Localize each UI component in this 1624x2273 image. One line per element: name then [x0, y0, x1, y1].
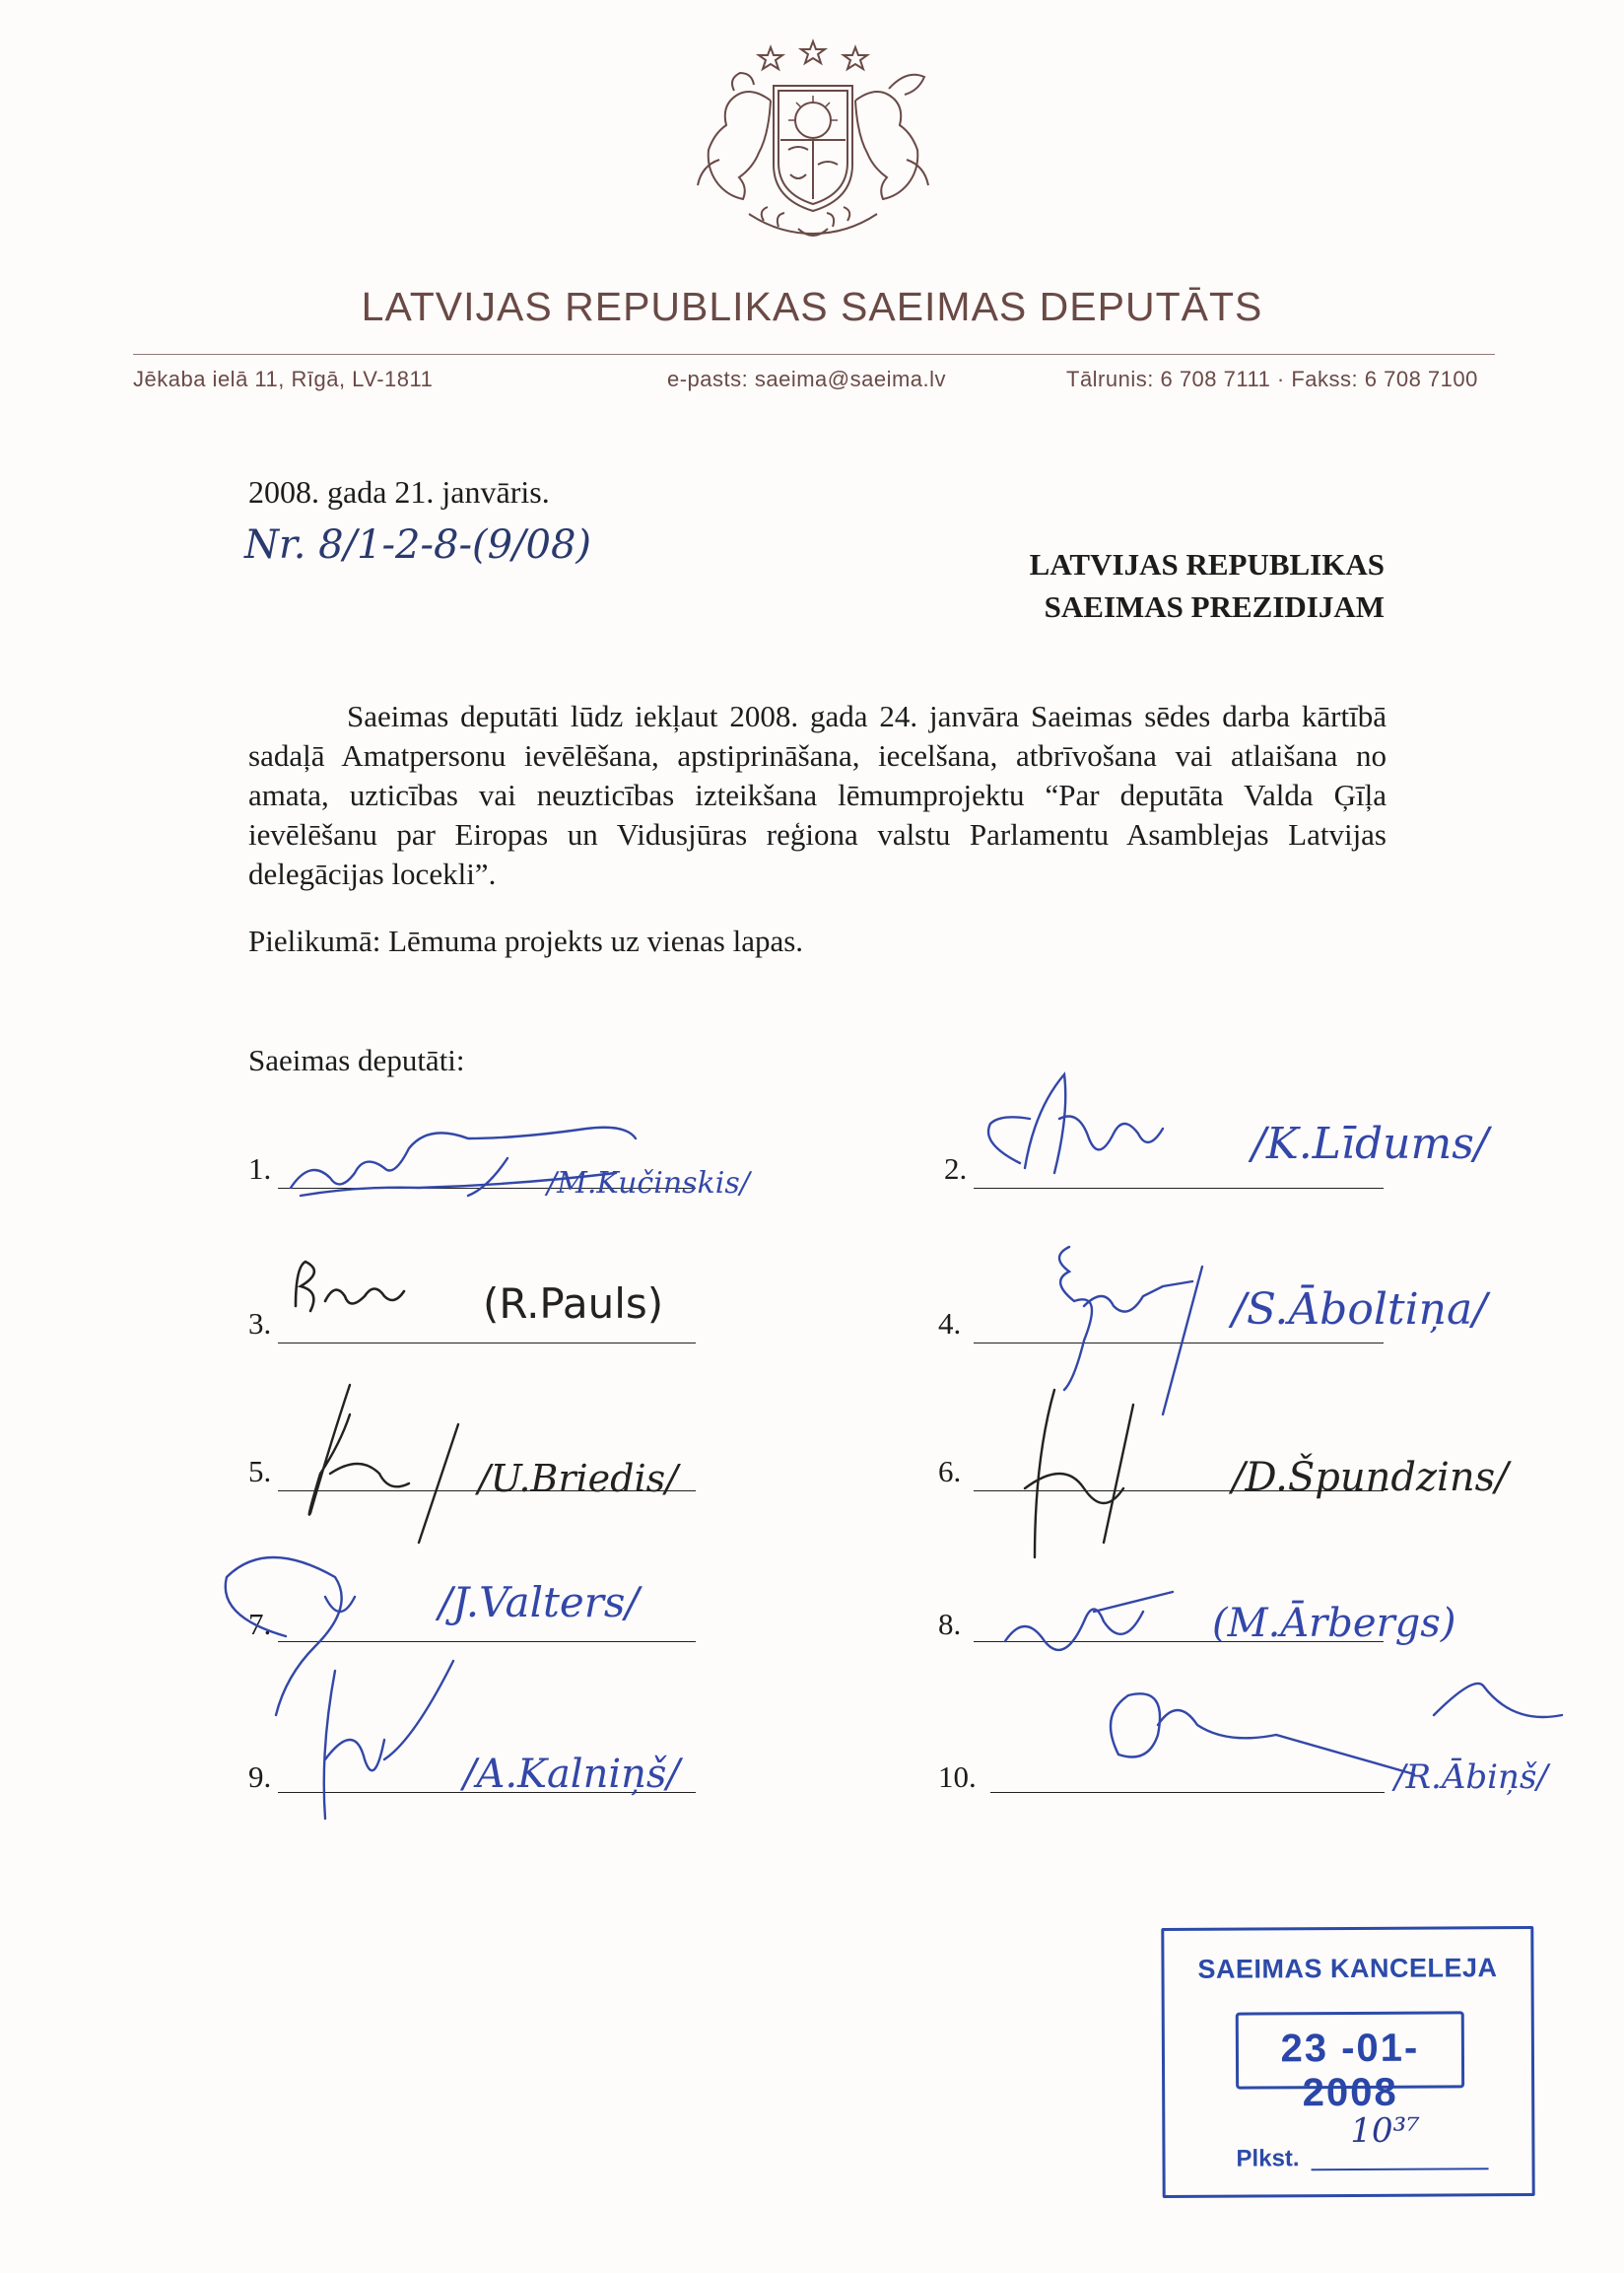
stamp-time-label: Plkst.	[1236, 2145, 1300, 2172]
letter-date: 2008. gada 21. janvāris.	[248, 474, 550, 510]
letterhead-title: LATVIJAS REPUBLIKAS SAEIMAS DEPUTĀTS	[361, 284, 1263, 329]
letterhead-phone-fax: Tālrunis: 6 708 7111 · Fakss: 6 708 7100	[1066, 367, 1478, 391]
stamp-time-line	[1312, 2168, 1489, 2170]
signature-number-2: 2.	[944, 1151, 968, 1186]
signature-5-handwriting	[281, 1365, 774, 1548]
signature-2-name: /K.Līdums/	[1252, 1119, 1489, 1169]
addressee-line-1: LATVIJAS REPUBLIKAS	[1029, 547, 1385, 582]
signature-10-name: /R.Ābiņš/	[1394, 1757, 1548, 1797]
signature-4-name: /S.Āboltiņa/	[1232, 1284, 1488, 1335]
signature-number-7: 7.	[248, 1607, 272, 1641]
stamp-office-name: SAEIMAS KANCELEJA	[1197, 1953, 1498, 1984]
letterhead-email: e-pasts: saeima@saeima.lv	[667, 367, 947, 391]
stamp-time: 10³⁷	[1350, 2110, 1421, 2151]
letterhead-address: Jēkaba ielā 11, Rīgā, LV-1811	[133, 367, 434, 391]
signature-4-handwriting	[1015, 1198, 1567, 1410]
signature-number-10: 10.	[938, 1759, 977, 1794]
signature-10-handwriting	[1059, 1666, 1591, 1804]
signature-2-handwriting	[921, 1050, 1513, 1203]
addressee-line-2: SAEIMAS PREZIDIJAM	[1044, 589, 1385, 624]
signature-number-1: 1.	[248, 1151, 272, 1186]
signature-9-handwriting	[286, 1641, 739, 1833]
signature-number-5: 5.	[248, 1454, 272, 1488]
signature-number-4: 4.	[938, 1306, 962, 1341]
signature-3-name: (R.Pauls)	[483, 1279, 664, 1328]
signature-9-name: /A.Kalniņš/	[463, 1752, 680, 1797]
letter-attachment: Pielikumā: Lēmuma projekts uz vienas lapas.	[248, 924, 804, 958]
signature-8-handwriting	[976, 1562, 1547, 1671]
signature-number-8: 8.	[938, 1607, 962, 1641]
signature-7-name: /J.Valters/	[439, 1578, 640, 1626]
signature-number-6: 6.	[938, 1454, 962, 1488]
registration-stamp	[1161, 1926, 1534, 2198]
signature-5-name: /U.Briedis/	[478, 1457, 678, 1500]
latvia-coat-of-arms-icon	[680, 41, 946, 243]
letter-addressee	[788, 543, 1385, 628]
signatories-label: Saeimas deputāti:	[248, 1043, 465, 1077]
signature-1-handwriting	[281, 1119, 843, 1227]
signature-1-name: /M.Kučinskis/	[547, 1166, 750, 1201]
letterhead-rule	[133, 354, 1495, 355]
letter-body-text: Saeimas deputāti lūdz iekļaut 2008. gada 24. janvāra Saeimas sēdes darba kārtībā sadaļā Amatpersonu ievēlēšana, apstiprināšana, iecelšana, atbrīvošana vai atlaišana no amata, uzticības vai neuzticības izteikšana lēmumprojektu “Par deputāta Valda Ģīļa ievēlēšanu par Eiropas un Vidusjūras reģiona valstu Parlamentu Asamblejas Latvijas delegācijas locekli”.	[248, 699, 1387, 891]
signature-8-name: (M.Ārbergs)	[1212, 1601, 1456, 1646]
signature-3-handwriting	[286, 1247, 759, 1350]
letter-reference-number: Nr. 8/1-2-8-(9/08)	[244, 522, 592, 568]
signature-number-3: 3.	[248, 1306, 272, 1341]
signature-6-handwriting	[995, 1380, 1567, 1572]
signature-number-9: 9.	[248, 1759, 272, 1794]
stamp-date: 23 -01- 2008	[1280, 2026, 1420, 2115]
letter-body	[248, 697, 1387, 894]
signature-6-name: /D.Špundzins/	[1232, 1455, 1509, 1500]
stamp-date-box	[1236, 2011, 1464, 2115]
